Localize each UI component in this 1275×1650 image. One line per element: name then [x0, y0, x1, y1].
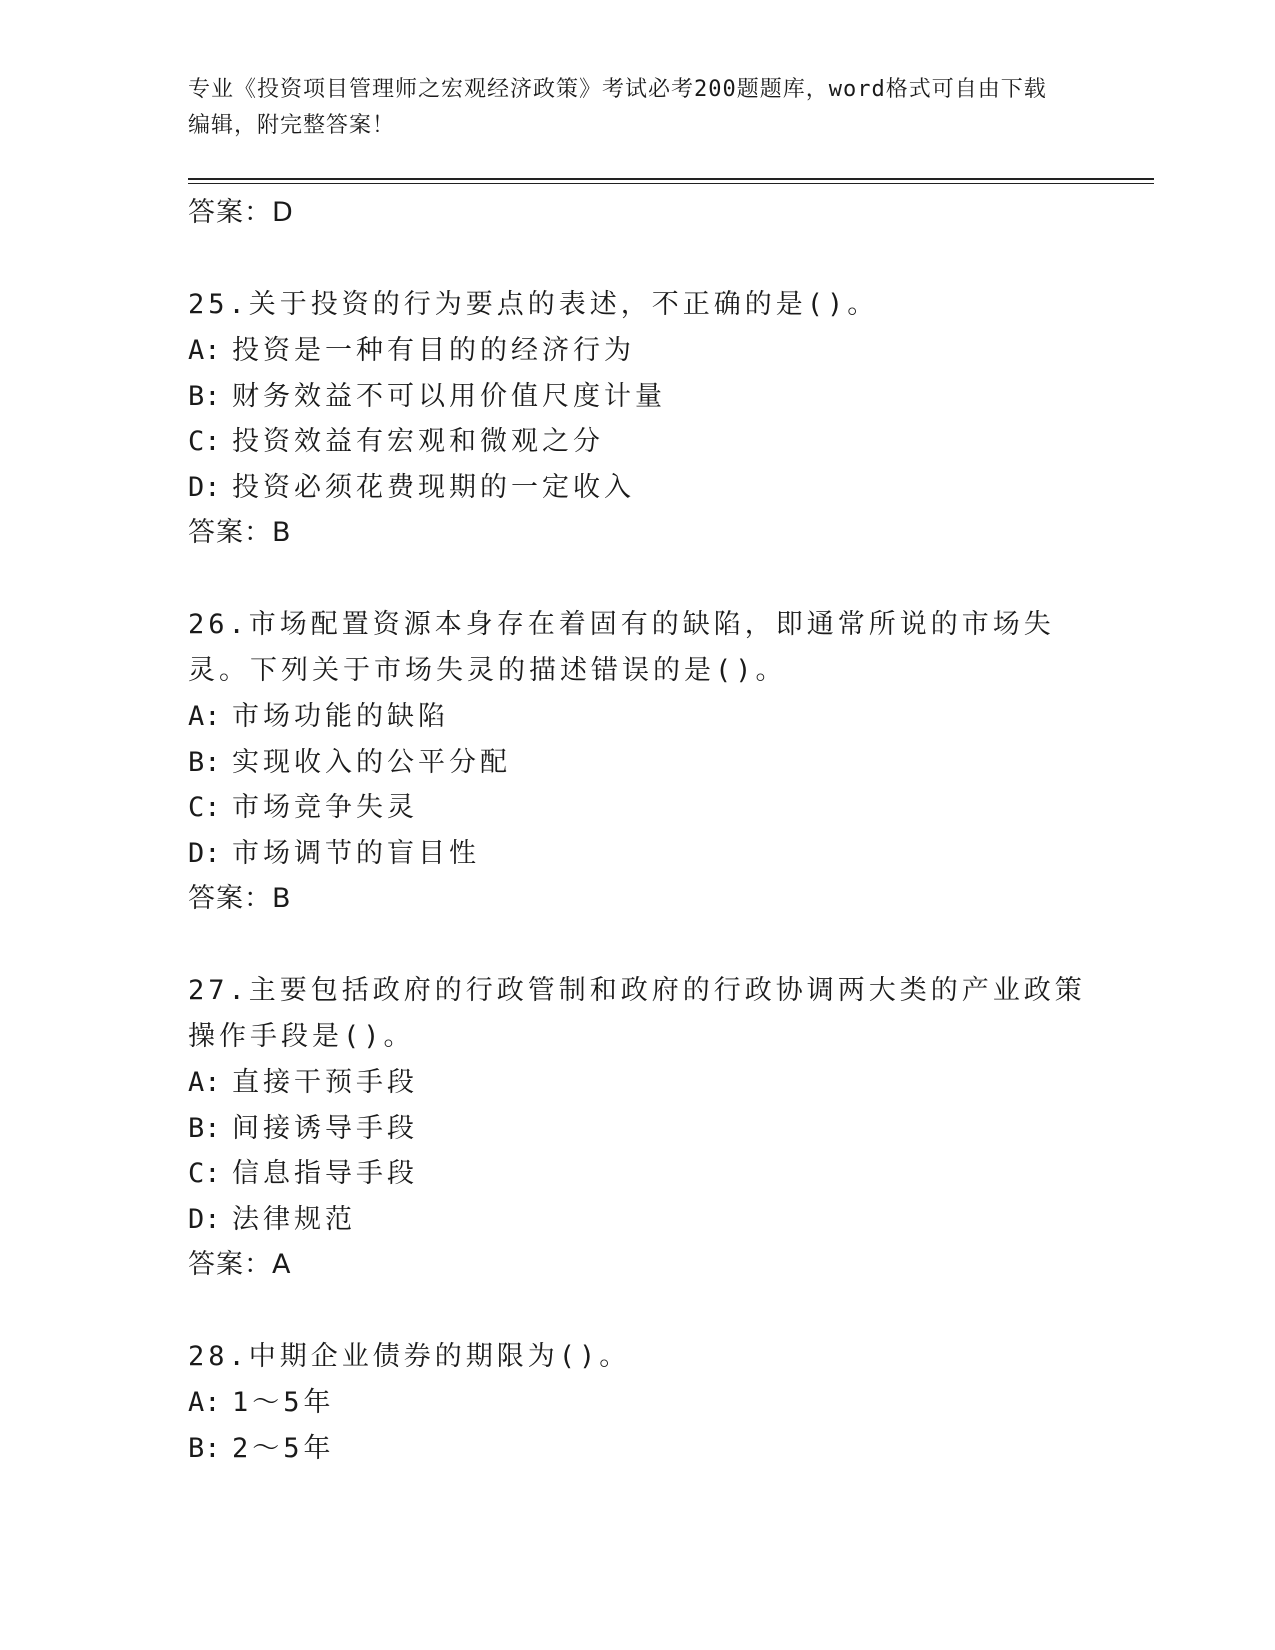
option-letter: A: — [188, 1067, 221, 1098]
option-letter: B: — [188, 380, 221, 412]
option-text: 实现收入的公平分配 — [232, 746, 511, 778]
question-25 — [188, 282, 1088, 556]
option-b — [188, 1106, 1088, 1152]
question-stem: 27.主要包括政府的行政管制和政府的行政协调两大类的产业政策操作手段是()。 — [188, 975, 1086, 1052]
option-b — [188, 740, 1088, 786]
option-letter: B: — [188, 1432, 221, 1464]
option-letter: C: — [188, 1158, 221, 1189]
option-letter: C: — [188, 792, 221, 823]
option-a — [188, 694, 1088, 740]
option-c — [188, 1151, 1088, 1197]
option-a — [188, 328, 1088, 374]
answer-line: 答案：D — [188, 197, 294, 228]
option-letter: B: — [188, 746, 221, 778]
option-letter: B: — [188, 1112, 221, 1144]
question-stem: 26.市场配置资源本身存在着固有的缺陷，即通常所说的市场失灵。下列关于市场失灵的描述错误的是()。 — [188, 609, 1055, 686]
option-d — [188, 831, 1088, 877]
option-b — [188, 1426, 1088, 1472]
answer-line: 答案：A — [188, 1249, 292, 1280]
option-text: 法律规范 — [232, 1203, 356, 1235]
option-text: 间接诱导手段 — [232, 1112, 418, 1144]
option-text: 信息指导手段 — [232, 1158, 418, 1189]
option-letter: D: — [188, 837, 221, 869]
option-text: 市场功能的缺陷 — [232, 701, 449, 732]
option-d — [188, 1197, 1088, 1243]
option-letter: C: — [188, 426, 221, 457]
answer-line: 答案：B — [188, 883, 292, 914]
option-d — [188, 465, 1088, 511]
option-letter: A: — [188, 1387, 221, 1418]
answer-line: 答案：B — [188, 517, 292, 548]
option-text: 投资是一种有目的的经济行为 — [232, 335, 635, 366]
question-stem: 28.中期企业债券的期限为()。 — [188, 1341, 631, 1372]
question-27 — [188, 968, 1088, 1288]
option-b — [188, 374, 1088, 420]
question-28 — [188, 1334, 1088, 1471]
header-rule-thin — [188, 183, 1154, 184]
question-stem: 25.关于投资的行为要点的表述，不正确的是()。 — [188, 289, 879, 320]
option-letter: A: — [188, 335, 221, 366]
header-rule-thick — [188, 178, 1154, 180]
option-a — [188, 1380, 1088, 1426]
question-26 — [188, 602, 1088, 922]
option-text: 投资必须花费现期的一定收入 — [232, 471, 635, 503]
document-body — [188, 190, 1088, 1471]
option-text: 投资效益有宏观和微观之分 — [232, 426, 604, 457]
document-header: 专业《投资项目管理师之宏观经济政策》考试必考200题题库，word格式可自由下载编辑，附完整答案！ — [188, 77, 1047, 138]
option-letter: D: — [188, 1203, 221, 1235]
option-a — [188, 1060, 1088, 1106]
option-text: 1～5年 — [232, 1387, 335, 1418]
option-c — [188, 419, 1088, 465]
option-text: 市场竞争失灵 — [232, 792, 418, 823]
option-letter: D: — [188, 471, 221, 503]
option-letter: A: — [188, 701, 221, 732]
option-text: 2～5年 — [232, 1432, 335, 1464]
option-c — [188, 785, 1088, 831]
option-text: 市场调节的盲目性 — [232, 837, 480, 869]
option-text: 财务效益不可以用价值尺度计量 — [232, 380, 666, 412]
option-text: 直接干预手段 — [232, 1067, 418, 1098]
